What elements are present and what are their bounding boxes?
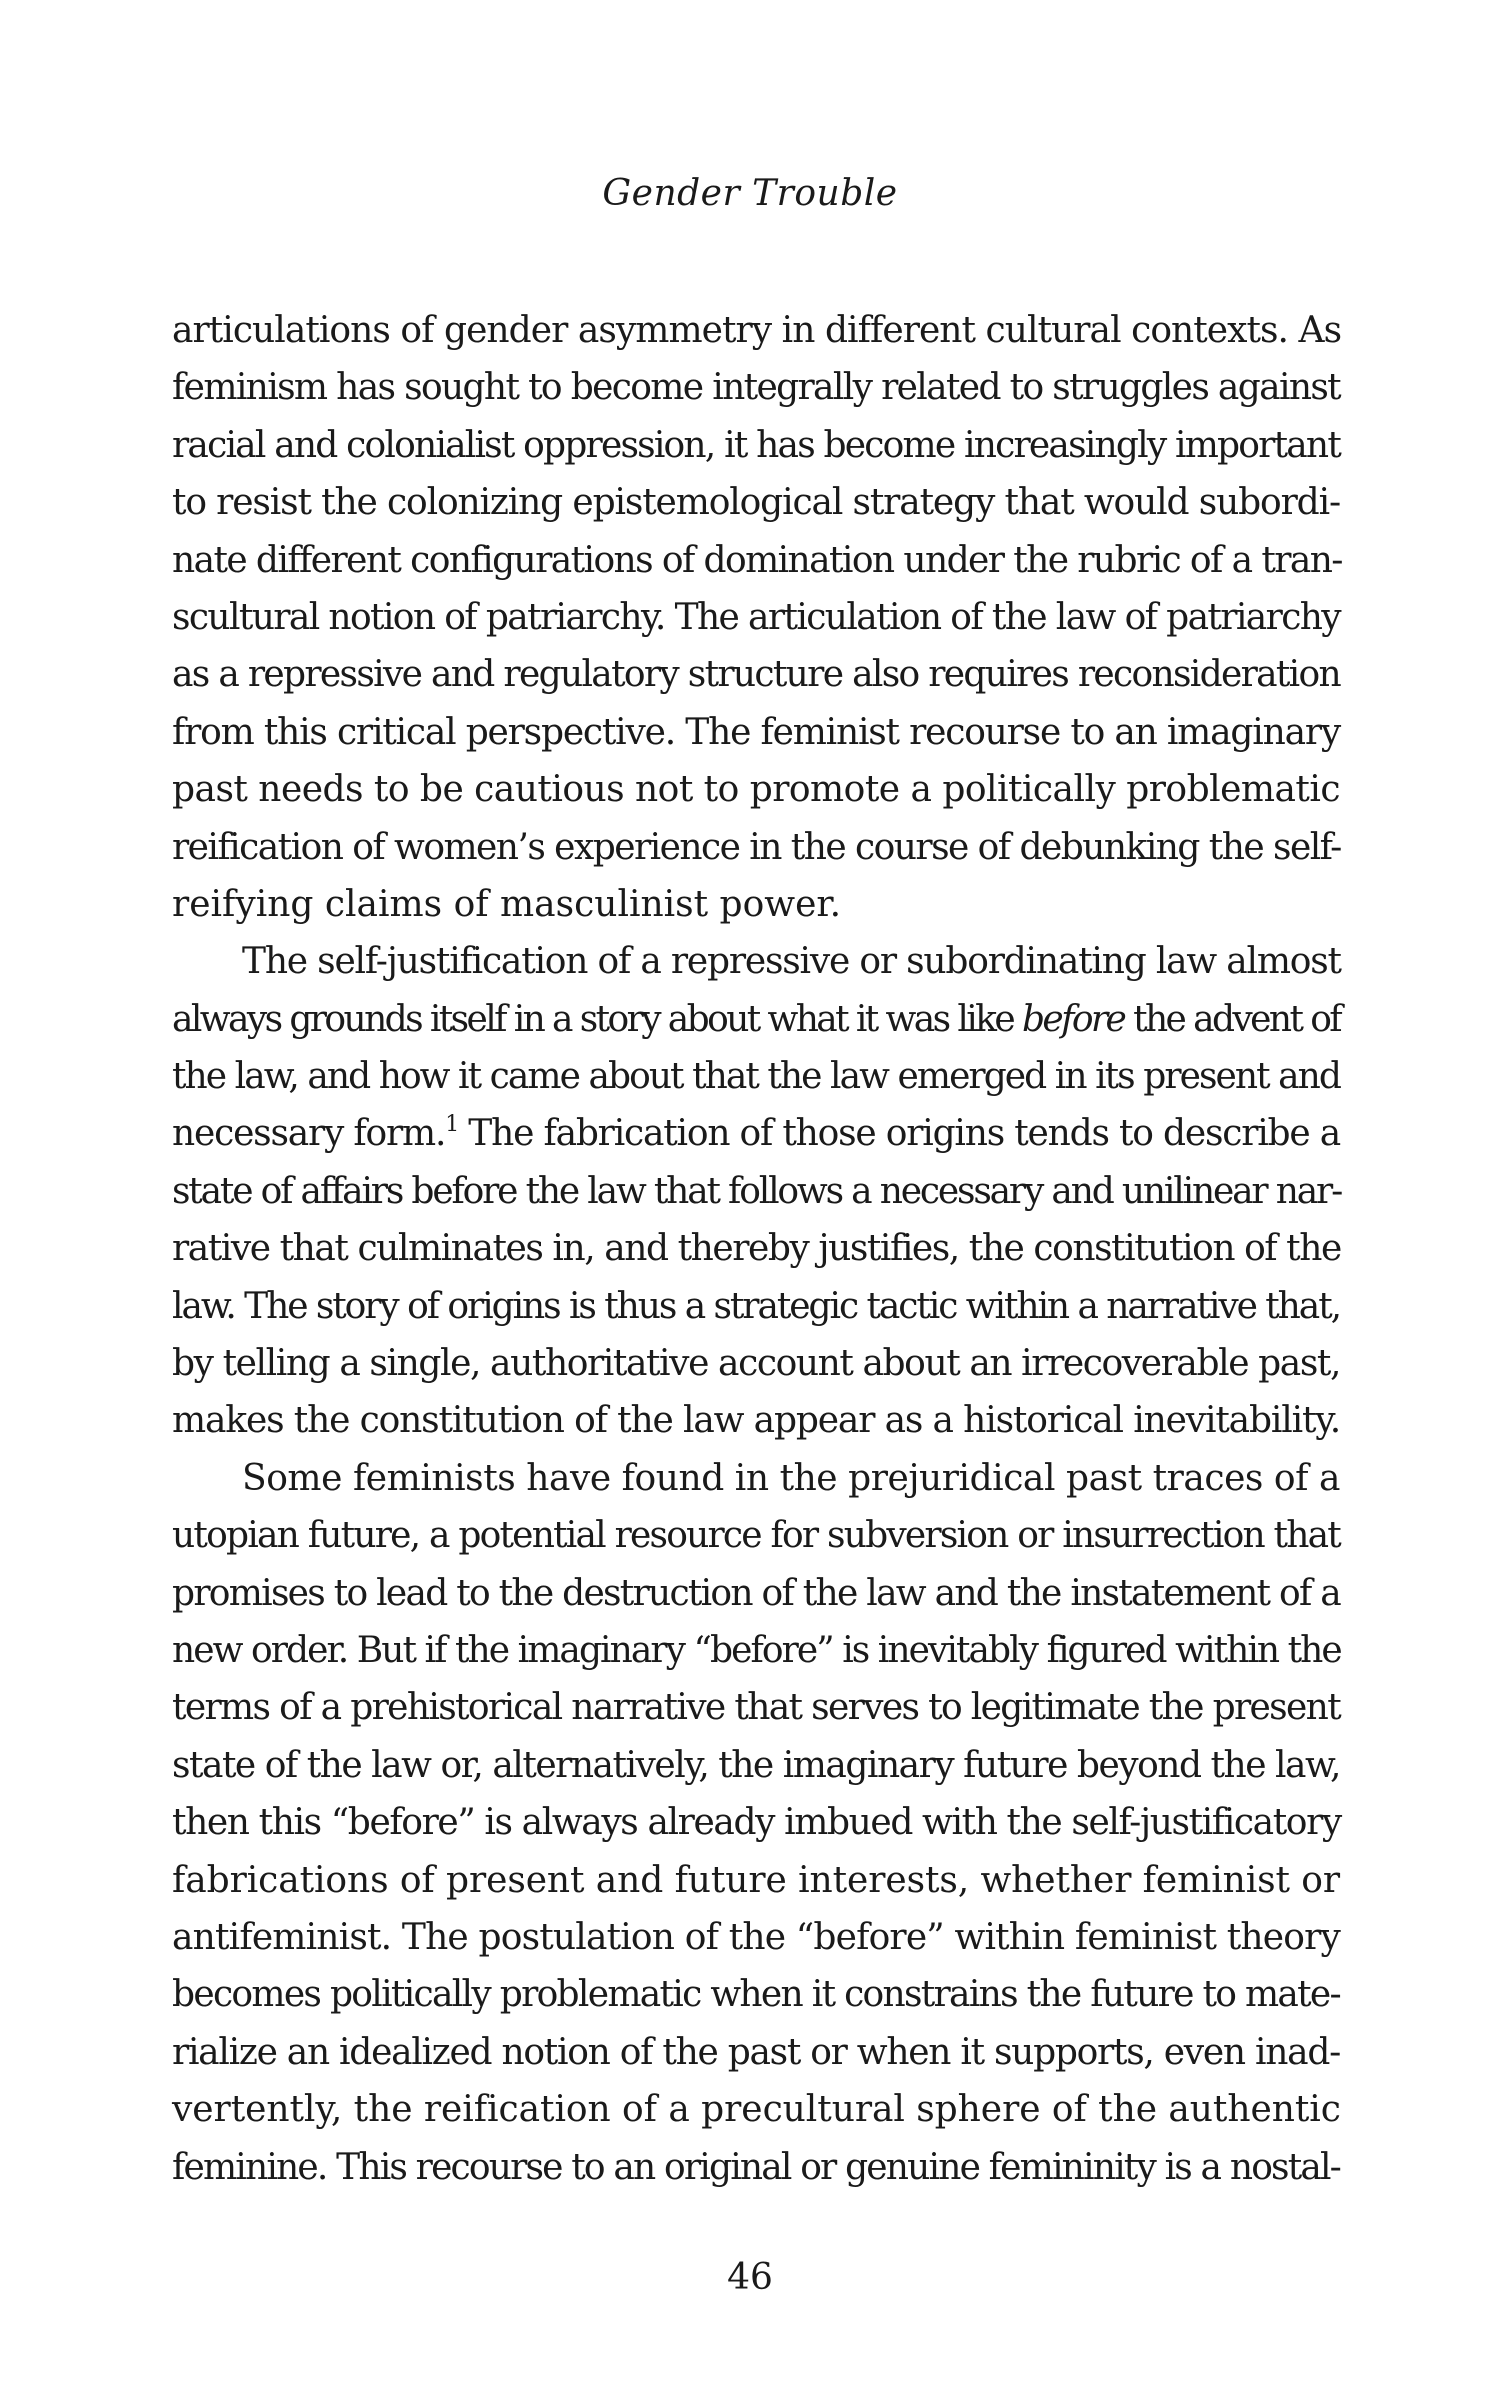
- text-segment: terms of a prehistorical narrative that serves to legitimate the present: [172, 1687, 1341, 1729]
- text-line: [172, 1565, 1340, 1622]
- page-number: 46: [727, 2257, 773, 2298]
- text-line: [172, 1163, 1340, 1220]
- text-line: [172, 1852, 1340, 1909]
- text-line: [172, 1679, 1340, 1736]
- text-line: [172, 359, 1340, 416]
- text-segment: vertently, the reification of a precultural sphere of the authentic: [172, 2089, 1341, 2131]
- text-line: [172, 532, 1340, 589]
- text-segment: always grounds itself in a story about what it was like: [172, 998, 1022, 1040]
- running-head: Gender Trouble: [602, 173, 898, 214]
- text-line: [172, 2024, 1340, 2081]
- text-segment: past needs to be cautious not to promote a politically problematic: [172, 769, 1340, 811]
- text-line: [172, 704, 1340, 761]
- text-line: [172, 1966, 1340, 2023]
- text-segment: feminine. This recourse to an original or genuine femininity is a nostal-: [172, 2146, 1341, 2188]
- text-segment: state of affairs before the law that follows a necessary and unilinear nar-: [172, 1170, 1342, 1212]
- text-segment: articulations of gender asymmetry in different cultural contexts. As: [172, 310, 1342, 351]
- text-segment: then this “before” is always already imbued with the self-justificatory: [172, 1802, 1341, 1844]
- text-line: [172, 2139, 1340, 2196]
- text-line: [172, 646, 1340, 703]
- text-segment: makes the constitution of the law appear as a historical inevitability.: [172, 1400, 1341, 1442]
- text-segment: from this critical perspective. The feminist recourse to an imaginary: [172, 711, 1341, 753]
- text-line: [172, 761, 1340, 818]
- text-line: [172, 1909, 1340, 1966]
- text-line: [172, 474, 1340, 531]
- text-line: [172, 417, 1340, 474]
- text-segment: the law, and how it came about that the law emerged in its present and: [172, 1056, 1340, 1098]
- text-segment: Some feminists have found in the prejuridical past traces of a: [242, 1457, 1341, 1499]
- text-line: [172, 1220, 1340, 1277]
- text-line: [172, 991, 1340, 1048]
- text-segment: nate different configurations of domination under the rubric of a tran-: [172, 539, 1342, 581]
- text-segment: by telling a single, authoritative account about an irrecoverable past,: [172, 1343, 1340, 1385]
- text-line: [172, 1278, 1340, 1335]
- text-segment: fabrications of present and future interests, whether feminist or: [172, 1859, 1340, 1901]
- text-segment: reification of women’s experience in the course of debunking the self-: [172, 826, 1341, 868]
- text-line: [172, 1507, 1340, 1564]
- text-line: [172, 589, 1340, 646]
- text-segment: state of the law or, alternatively, the imaginary future beyond the law,: [172, 1744, 1341, 1786]
- text-segment: The self-justification of a repressive or subordinating law almost: [242, 941, 1341, 983]
- text-segment: racial and colonialist oppression, it has become increasingly important: [172, 424, 1340, 466]
- text-segment: scultural notion of patriarchy. The articulation of the law of patriarchy: [172, 596, 1341, 638]
- text-line: [172, 2081, 1340, 2138]
- text-segment: rative that culminates in, and thereby justifies, the constitution of the: [172, 1228, 1341, 1270]
- text-segment: The fabrication of those origins tends to describe a: [458, 1113, 1341, 1155]
- text-segment: new order. But if the imaginary “before” is inevitably figured within the: [172, 1629, 1341, 1671]
- paragraph: [172, 1450, 1340, 2196]
- text-line: [172, 1794, 1340, 1851]
- text-line: [172, 302, 1340, 359]
- text-line: [172, 1392, 1340, 1449]
- text-segment: reifying claims of masculinist power.: [172, 883, 842, 925]
- emphasis-text: before: [1021, 998, 1125, 1040]
- text-segment: promises to lead to the destruction of the law and the instatement of a: [172, 1572, 1340, 1614]
- text-line: [172, 1737, 1340, 1794]
- text-segment: rialize an idealized notion of the past or when it supports, even inad-: [172, 2031, 1341, 2073]
- text-line: [172, 1335, 1340, 1392]
- text-segment: law. The story of origins is thus a strategic tactic within a narrative that,: [172, 1285, 1340, 1327]
- text-line: [172, 1105, 1340, 1162]
- text-segment: utopian future, a potential resource for subversion or insurrection that: [172, 1515, 1340, 1557]
- paragraph: [172, 933, 1340, 1450]
- text-segment: feminism has sought to become integrally related to struggles against: [172, 367, 1340, 409]
- text-line: [172, 819, 1340, 876]
- paragraph: [172, 302, 1340, 933]
- text-segment: necessary form.: [172, 1113, 446, 1155]
- text-segment: the advent of: [1124, 998, 1340, 1040]
- text-segment: becomes politically problematic when it constrains the future to mate-: [172, 1974, 1341, 2016]
- text-segment: as a repressive and regulatory structure also requires reconsideration: [172, 654, 1340, 696]
- body-text: [172, 302, 1340, 2196]
- text-segment: antifeminist. The postulation of the “before” within feminist theory: [172, 1916, 1341, 1958]
- text-line: [172, 1450, 1340, 1507]
- text-line: [172, 933, 1340, 990]
- text-segment: to resist the colonizing epistemological strategy that would subordi-: [172, 482, 1340, 524]
- footnote-marker: 1: [445, 1112, 459, 1138]
- text-line: [172, 876, 1340, 933]
- text-line: [172, 1048, 1340, 1105]
- text-line: [172, 1622, 1340, 1679]
